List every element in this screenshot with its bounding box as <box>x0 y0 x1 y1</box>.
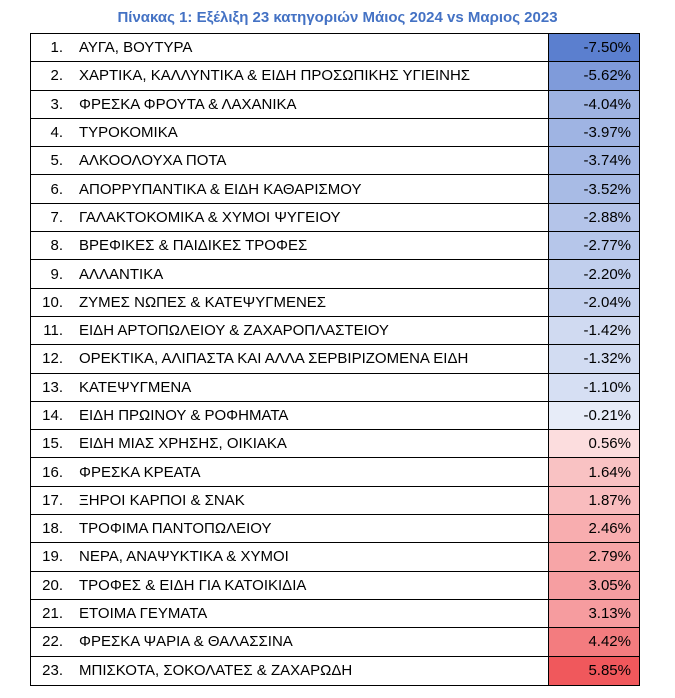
category-cell <box>31 147 549 174</box>
change-value-cell: -0.21% <box>549 402 639 429</box>
change-value-cell: -1.32% <box>549 345 639 372</box>
table-row <box>31 232 639 260</box>
category-cell <box>31 175 549 202</box>
row-number: 9. <box>50 265 63 283</box>
change-value-cell: -5.62% <box>549 62 639 89</box>
change-value-cell: 2.46% <box>549 515 639 542</box>
change-value-cell: -7.50% <box>549 34 639 61</box>
change-value-cell: -1.42% <box>549 317 639 344</box>
category-cell <box>31 289 549 316</box>
category-table <box>30 33 640 686</box>
table-row <box>31 657 639 685</box>
category-name: ΑΥΓΑ, ΒΟΥΤΥΡΑ <box>79 39 193 57</box>
row-number: 20. <box>42 576 63 594</box>
change-value-cell: -3.52% <box>549 175 639 202</box>
category-cell <box>31 62 549 89</box>
row-number: 10. <box>42 293 63 311</box>
row-number: 6. <box>50 180 63 198</box>
change-value-cell: -1.10% <box>549 374 639 401</box>
category-cell <box>31 119 549 146</box>
category-name: ΜΠΙΣΚΟΤΑ, ΣΟΚΟΛΑΤΕΣ & ΖΑΧΑΡΩΔΗ <box>79 662 353 680</box>
category-name: ΟΡΕΚΤΙΚΑ, ΑΛΙΠΑΣΤΑ ΚΑΙ ΑΛΛΑ ΣΕΡΒΙΡΙΖΟΜΕΝΑ ΕΙΔΗ <box>79 350 469 368</box>
row-number: 3. <box>50 95 63 113</box>
table-row <box>31 317 639 345</box>
category-cell <box>31 515 549 542</box>
change-value-cell: -2.20% <box>549 260 639 287</box>
table-row <box>31 345 639 373</box>
row-number: 15. <box>42 435 63 453</box>
category-cell <box>31 204 549 231</box>
table-row <box>31 487 639 515</box>
change-value-cell: 2.79% <box>549 543 639 570</box>
change-value-cell: 3.13% <box>549 600 639 627</box>
row-number: 8. <box>50 237 63 255</box>
category-name: ΒΡΕΦΙΚΕΣ & ΠΑΙΔΙΚΕΣ ΤΡΟΦΕΣ <box>79 237 308 255</box>
category-name: ΓΑΛΑΚΤΟΚΟΜΙΚΑ & ΧΥΜΟΙ ΨΥΓΕΙΟΥ <box>79 208 341 226</box>
category-name: ΑΛΛΑΝΤΙΚΑ <box>79 265 164 283</box>
category-name: ΤΥΡΟΚΟΜΙΚΑ <box>79 124 178 142</box>
table-row <box>31 402 639 430</box>
row-number: 22. <box>42 633 63 651</box>
row-number: 11. <box>43 322 63 340</box>
category-cell <box>31 402 549 429</box>
category-name: ΞΗΡΟΙ ΚΑΡΠΟΙ & ΣΝΑΚ <box>79 491 245 509</box>
category-cell <box>31 232 549 259</box>
change-value-cell: 1.87% <box>549 487 639 514</box>
table-row <box>31 289 639 317</box>
change-value-cell: -2.04% <box>549 289 639 316</box>
row-number: 13. <box>42 378 63 396</box>
category-name: ΦΡΕΣΚΑ ΦΡΟΥΤΑ & ΛΑΧΑΝΙΚΑ <box>79 95 297 113</box>
category-name: ΑΛΚΟΟΛΟΥΧΑ ΠΟΤΑ <box>79 152 227 170</box>
category-name: ΤΡΟΦΕΣ & ΕΙΔΗ ΓΙΑ ΚΑΤΟΙΚΙΔΙΑ <box>79 576 307 594</box>
category-cell <box>31 458 549 485</box>
category-cell <box>31 34 549 61</box>
category-name: ΕΙΔΗ ΜΙΑΣ ΧΡΗΣΗΣ, ΟΙΚΙΑΚΑ <box>79 435 287 453</box>
change-value-cell: -4.04% <box>549 91 639 118</box>
row-number: 23. <box>42 662 63 680</box>
category-name: ΦΡΕΣΚΑ ΨΑΡΙΑ & ΘΑΛΑΣΣΙΝΑ <box>79 633 293 651</box>
category-cell <box>31 91 549 118</box>
table-row <box>31 628 639 656</box>
table-row <box>31 119 639 147</box>
table-row <box>31 515 639 543</box>
category-cell <box>31 657 549 685</box>
table-row <box>31 543 639 571</box>
change-value-cell: -3.74% <box>549 147 639 174</box>
table-title: Πίνακας 1: Εξέλιξη 23 κατηγοριών Μάιος 2024 vs Μαριος 2023 <box>117 9 558 26</box>
category-name: ΤΡΟΦΙΜΑ ΠΑΝΤΟΠΩΛΕΙΟΥ <box>79 520 272 538</box>
row-number: 2. <box>50 67 63 85</box>
category-name: ΚΑΤΕΨΥΓΜΕΝΑ <box>79 378 192 396</box>
category-cell <box>31 487 549 514</box>
category-name: ΕΙΔΗ ΠΡΩΙΝΟΥ & ΡΟΦΗΜΑΤΑ <box>79 407 289 424</box>
row-number: 12. <box>42 350 63 368</box>
table-row <box>31 572 639 600</box>
table-row <box>31 175 639 203</box>
category-cell <box>31 628 549 655</box>
category-name: ΕΙΔΗ ΑΡΤΟΠΩΛΕΙΟΥ & ΖΑΧΑΡΟΠΛΑΣΤΕΙΟΥ <box>79 322 389 340</box>
table-row <box>31 62 639 90</box>
table-row <box>31 91 639 119</box>
table-row <box>31 147 639 175</box>
row-number: 18. <box>42 520 63 538</box>
table-row <box>31 204 639 232</box>
category-cell <box>31 317 549 344</box>
category-name: ΕΤΟΙΜΑ ΓΕΥΜΑΤΑ <box>79 605 208 623</box>
table-row <box>31 600 639 628</box>
row-number: 1. <box>50 39 63 57</box>
row-number: 19. <box>42 548 63 566</box>
category-cell <box>31 430 549 457</box>
category-name: ΧΑΡΤΙΚΑ, ΚΑΛΛΥΝΤΙΚΑ & ΕΙΔΗ ΠΡΟΣΩΠΙΚΗΣ ΥΓΙΕΙΝΗΣ <box>79 67 471 85</box>
row-number: 5. <box>50 152 63 170</box>
change-value-cell: -2.77% <box>549 232 639 259</box>
category-name: ΑΠΟΡΡΥΠΑΝΤΙΚΑ & ΕΙΔΗ ΚΑΘΑΡΙΣΜΟΥ <box>79 180 362 198</box>
category-name: ΦΡΕΣΚΑ ΚΡΕΑΤΑ <box>79 463 201 481</box>
row-number: 7. <box>50 208 63 226</box>
row-number: 17. <box>42 491 63 509</box>
table-row <box>31 260 639 288</box>
change-value-cell: 1.64% <box>549 458 639 485</box>
row-number: 14. <box>42 407 63 424</box>
category-cell <box>31 572 549 599</box>
table-row <box>31 458 639 486</box>
category-cell <box>31 543 549 570</box>
category-cell <box>31 374 549 401</box>
category-name: ΝΕΡΑ, ΑΝΑΨΥΚΤΙΚΑ & ΧΥΜΟΙ <box>79 548 289 566</box>
table-row <box>31 34 639 62</box>
category-cell <box>31 600 549 627</box>
table-row <box>31 374 639 402</box>
row-number: 16. <box>42 463 63 481</box>
change-value-cell: -2.88% <box>549 204 639 231</box>
change-value-cell: -3.97% <box>549 119 639 146</box>
table-row <box>31 430 639 458</box>
row-number: 4. <box>50 124 63 142</box>
category-cell <box>31 345 549 372</box>
category-name: ΖΥΜΕΣ ΝΩΠΕΣ & ΚΑΤΕΨΥΓΜΕΝΕΣ <box>79 293 327 311</box>
change-value-cell: 0.56% <box>549 430 639 457</box>
change-value-cell: 3.05% <box>549 572 639 599</box>
change-value-cell: 5.85% <box>549 657 639 685</box>
category-cell <box>31 260 549 287</box>
row-number: 21. <box>42 605 63 623</box>
change-value-cell: 4.42% <box>549 628 639 655</box>
